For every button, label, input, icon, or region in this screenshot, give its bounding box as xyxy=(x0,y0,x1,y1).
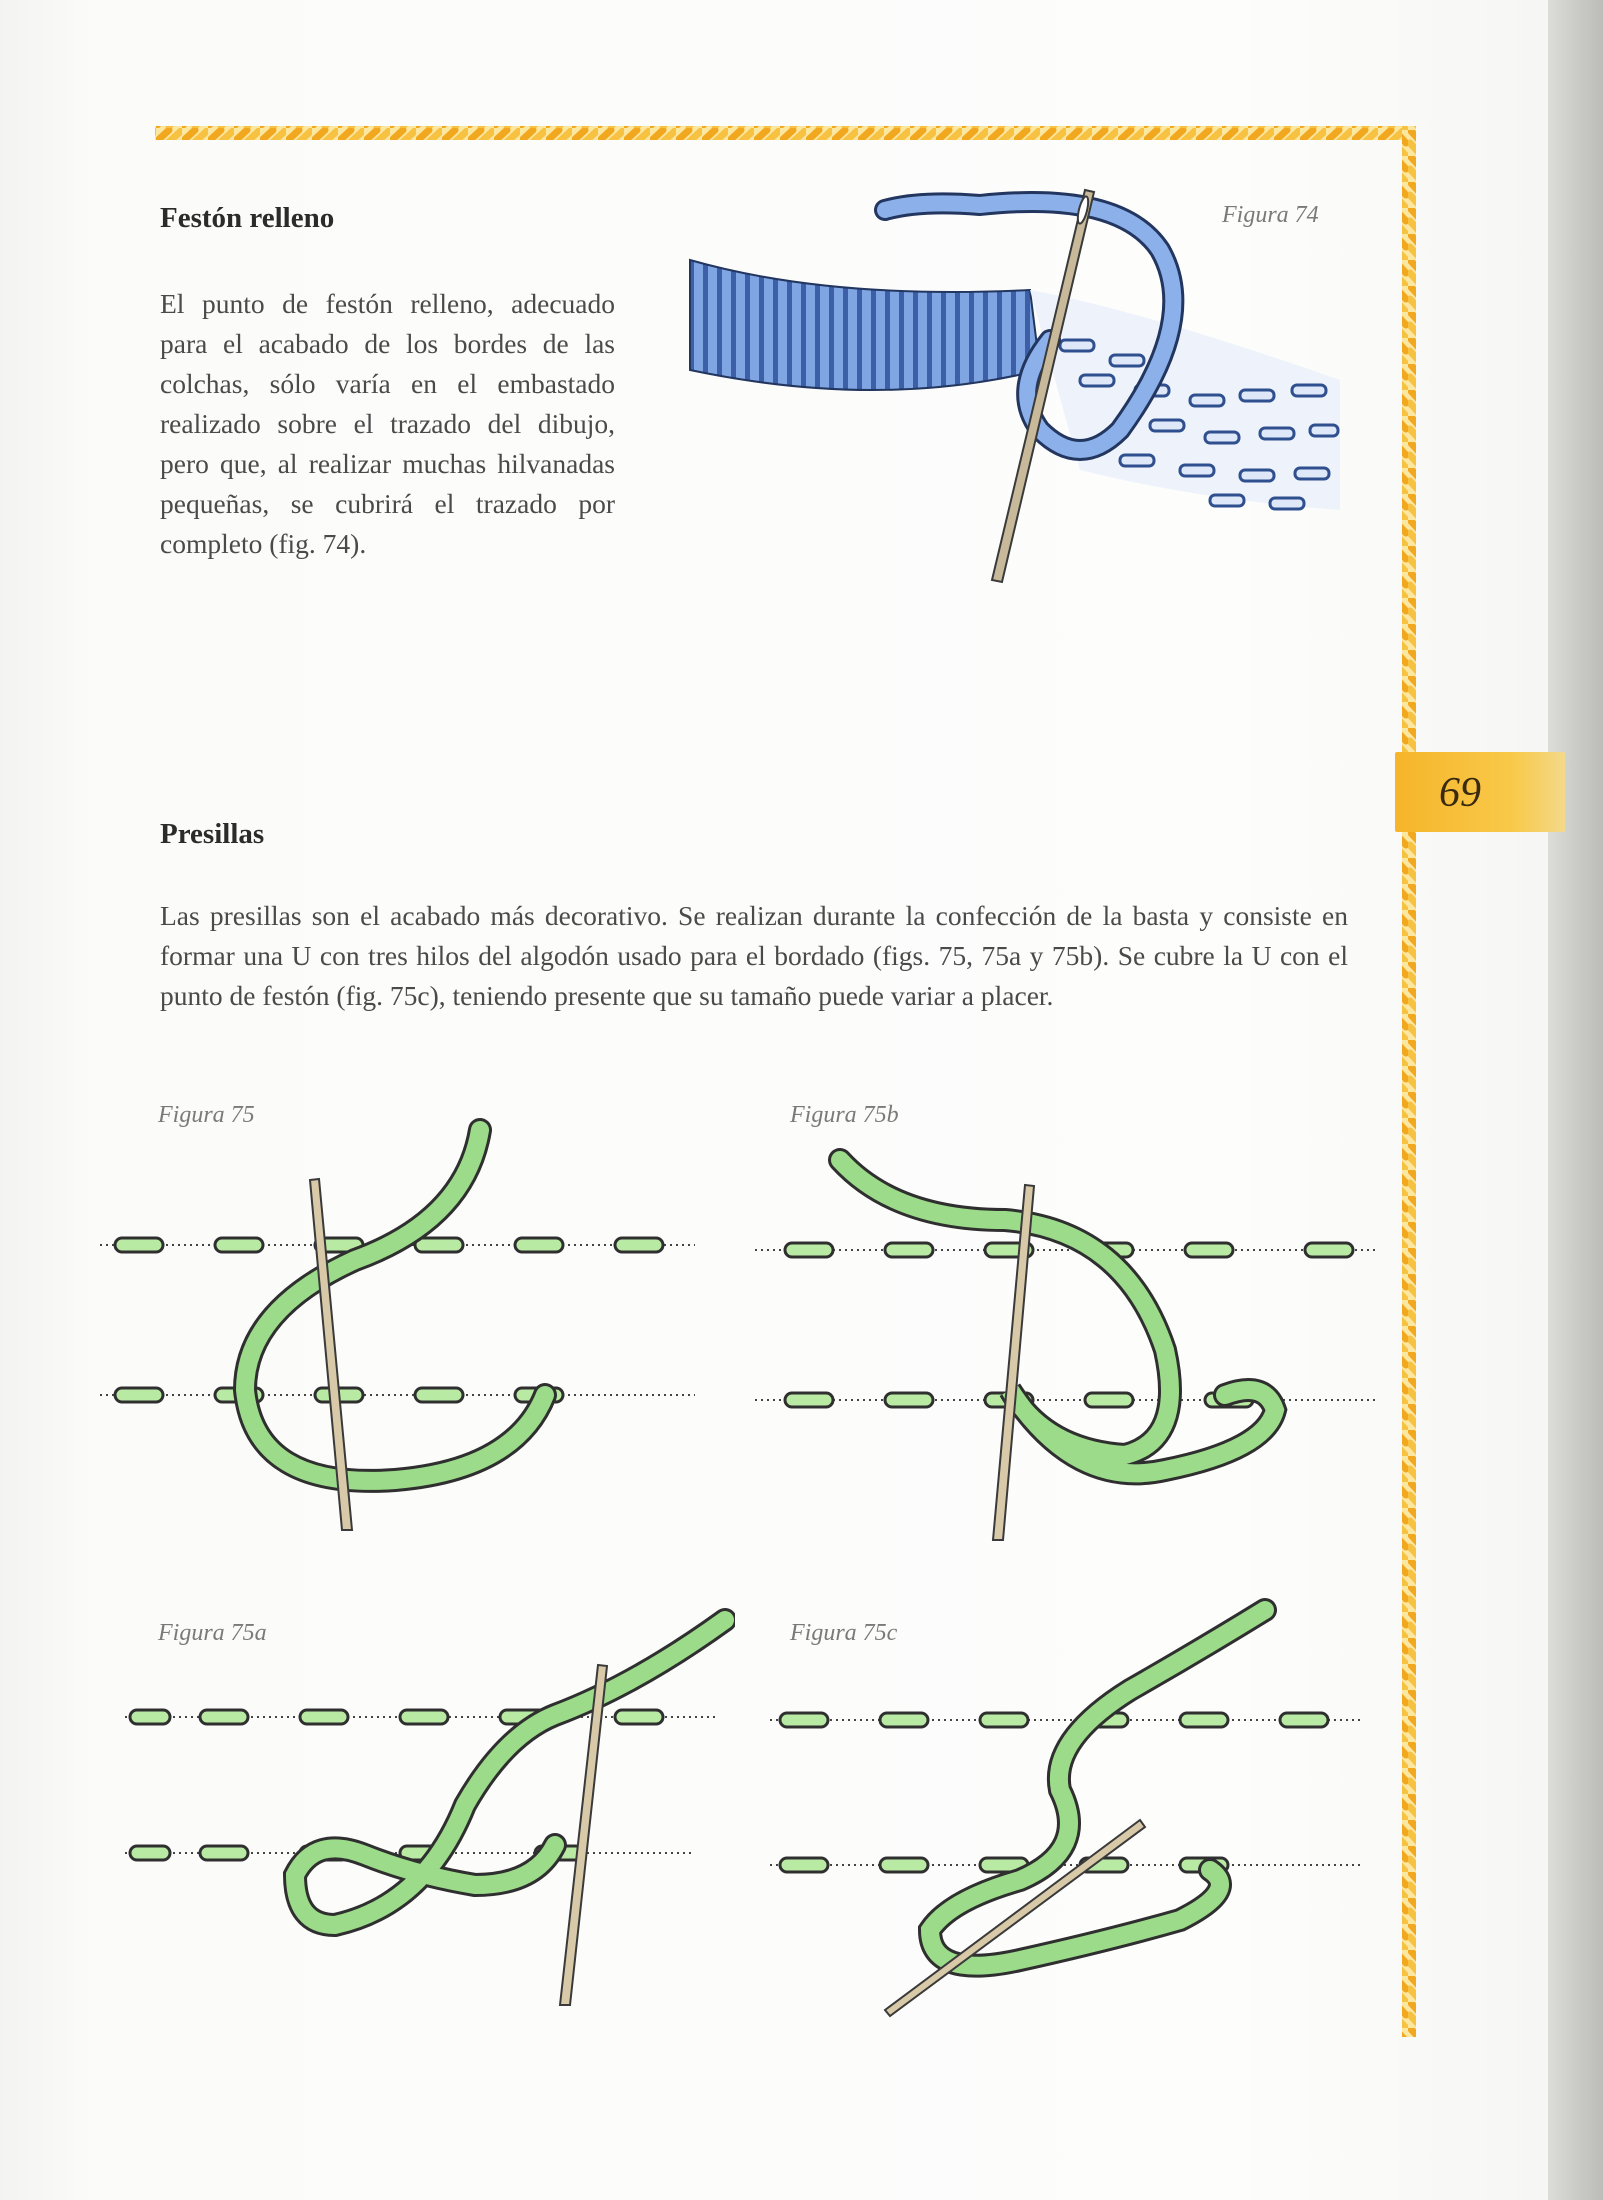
section-title-feston-relleno: Festón relleno xyxy=(160,202,335,234)
figure-caption-75c: Figura 75c xyxy=(790,1620,898,1646)
section-title-presillas: Presillas xyxy=(160,818,265,850)
figure-75-illustration xyxy=(95,1110,715,1550)
figure-74-illustration xyxy=(680,170,1360,590)
figure-75a-illustration xyxy=(115,1605,735,2025)
section-body-presillas: Las presillas son el acabado más decorativo. Se realizan durante la confección de la basta y consiste en formar una U con tres hilos del algodón usado para el bordado (figs. 75, 75a y 75b). Se cubre la U con el punto de festón (fig. 75c), teniendo presente que su tamaño puede variar a placer. xyxy=(160,900,1348,1011)
figure-caption-75: Figura 75 xyxy=(158,1102,255,1128)
figure-75c-illustration xyxy=(760,1590,1380,2030)
figure-caption-75b: Figura 75b xyxy=(790,1102,899,1128)
page-number: 69 xyxy=(1439,770,1481,816)
figure-caption-74: Figura 74 xyxy=(1222,202,1319,228)
figure-75b-illustration xyxy=(745,1110,1385,1550)
section-body-feston-relleno: El punto de festón relleno, adecuado para el acabado de los bordes de las colchas, sólo varía en el embastado realizado sobre el trazado del dibujo, pero que, al realizar muchas hilvanadas pequeñas, se cubrirá el trazado por completo (fig. 74). xyxy=(160,288,615,559)
figure-caption-75a: Figura 75a xyxy=(158,1620,267,1646)
